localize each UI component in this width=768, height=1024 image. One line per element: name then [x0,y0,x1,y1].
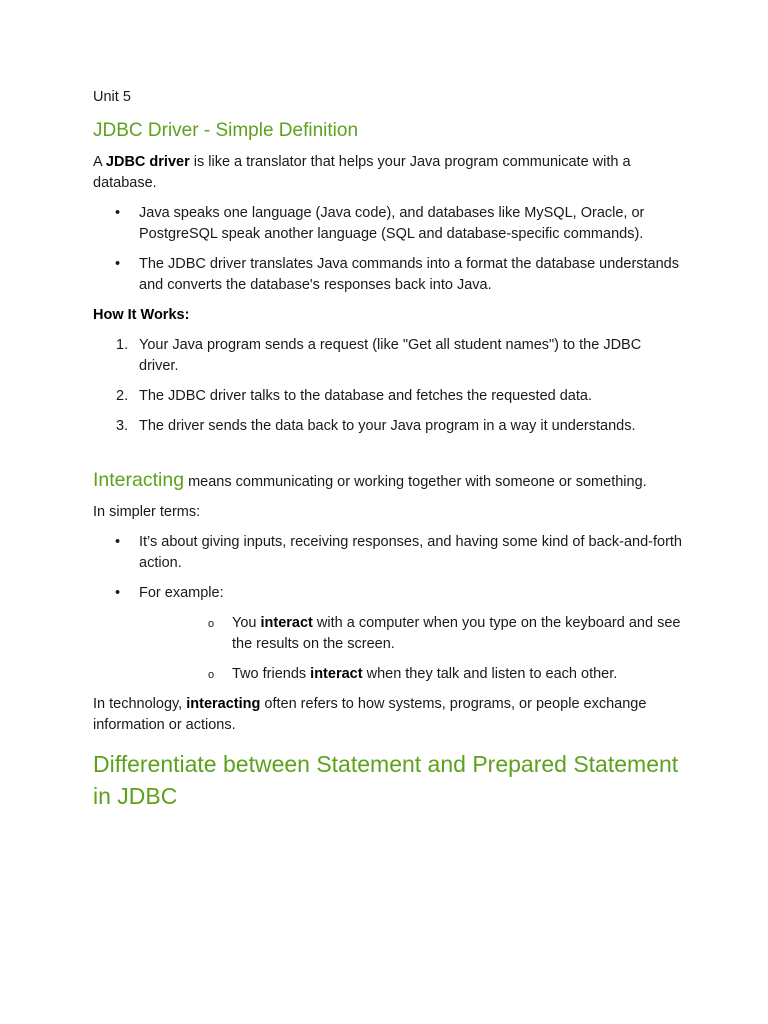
interacting-bullet-list [93,532,683,685]
section-heading-jdbc-driver: JDBC Driver - Simple Definition [93,120,359,141]
tech-prefix: In technology, [93,696,187,712]
unit-label: Unit 5 [93,89,131,105]
example-rest: with a computer when you type on the keyboard and see the results on the screen. [232,615,681,652]
how-it-works-heading [93,305,683,326]
bullet-marker: • [115,256,121,272]
intro-prefix: A [93,154,106,170]
jdbc-bullet-list [93,203,683,296]
sub-bullet-marker: o [208,669,215,681]
jdbc-intro-paragraph [93,152,683,194]
list-item [93,532,683,574]
example-prefix: You [232,615,261,631]
how-it-works-steps [93,335,683,437]
spacer [93,446,683,470]
sub-bullet-marker: o [208,618,215,630]
tech-rest: often refers to how systems, programs, or people exchange information or actions. [93,696,647,733]
list-item-text: It’s about giving inputs, receiving responses, and having some kind of back-and-forth action. [139,534,682,571]
interacting-heading-word: Interacting [93,469,185,491]
tech-bold-term: interacting [186,696,261,712]
list-item-text: For example: [139,585,224,601]
technology-paragraph [93,694,683,736]
list-item [93,254,683,296]
bullet-marker: • [115,534,121,550]
example-bold-term: interact [310,666,363,682]
sub-list-item [139,664,683,685]
step-text: Your Java program sends a request (like "Get all student names") to the JDBC driver. [139,337,642,374]
intro-rest: is like a translator that helps your Java program communicate with a database. [93,154,631,191]
interacting-definition [93,470,683,493]
bullet-marker: • [115,585,121,601]
example-rest: when they talk and listen to each other. [362,666,618,682]
how-it-works-label: How It Works: [93,307,190,323]
document-content [93,87,683,812]
list-item-text: The JDBC driver translates Java commands into a format the database understands and converts the database's responses back into Java. [139,256,679,293]
step-number: 3. [116,418,129,434]
list-item [93,335,683,377]
list-item [93,386,683,407]
section-heading-differentiate: Differentiate between Statement and Prepared Statement in JDBC [93,751,679,809]
step-number: 2. [116,388,129,404]
list-item [93,416,683,437]
interacting-definition-text: means communicating or working together with someone or something. [184,474,647,490]
examples-sub-list [139,613,683,685]
bullet-marker: • [115,205,121,221]
list-item [93,583,683,685]
list-item-text: Java speaks one language (Java code), and databases like MySQL, Oracle, or PostgreSQL speak another language (SQL and database-specific commands). [139,205,645,242]
step-text: The JDBC driver talks to the database and fetches the requested data. [139,388,592,404]
example-bold-term: interact [260,615,313,631]
sub-list-item [139,613,683,655]
example-prefix: Two friends [232,666,311,682]
step-text: The driver sends the data back to your Java program in a way it understands. [139,418,636,434]
step-number: 1. [116,337,129,353]
simpler-terms-text: In simpler terms: [93,504,201,520]
intro-bold-term: JDBC driver [105,154,190,170]
list-item [93,203,683,245]
